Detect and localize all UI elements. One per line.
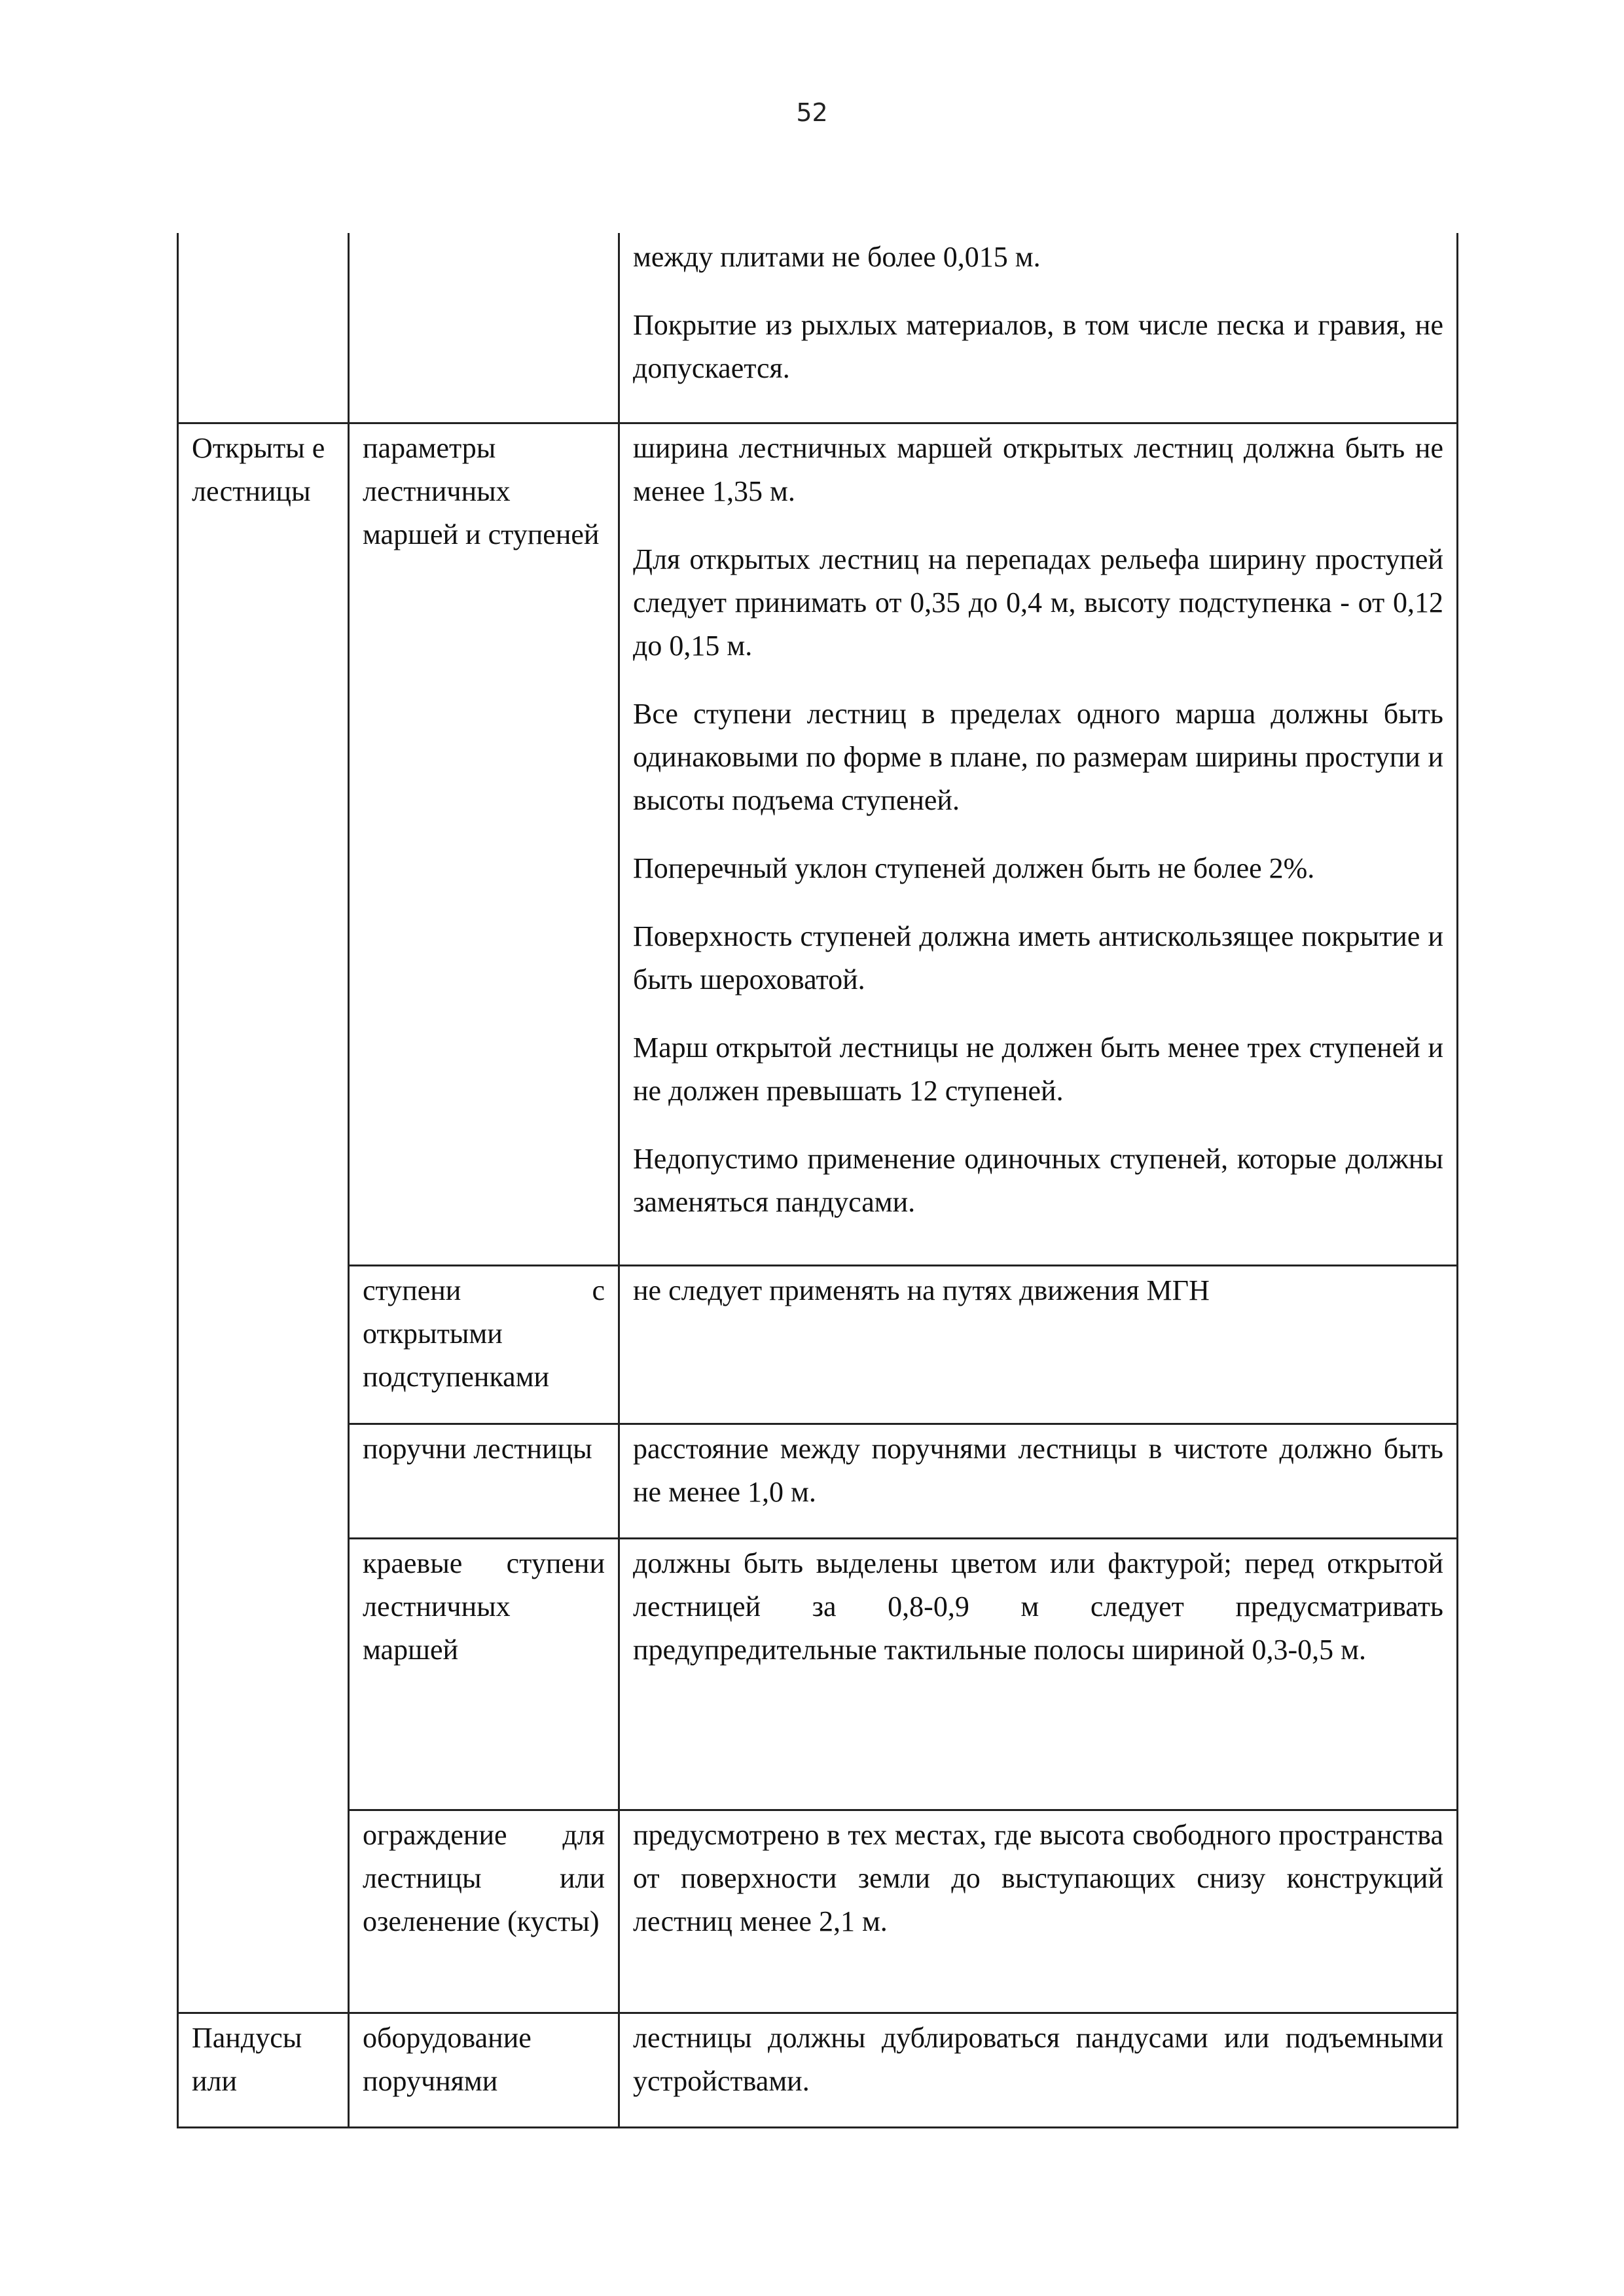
parameter-cell: оборудование поручнями: [349, 2013, 619, 2127]
parameter-cell: параметры лестничных маршей и ступеней: [349, 423, 619, 1265]
requirement-cell: [619, 423, 1458, 1265]
requirement-cell: [619, 1538, 1458, 1810]
requirement-text: Недопустимо применение одиночных ступеней, которые должны заменяться пандусами.: [633, 1142, 1443, 1218]
requirement-text: Поперечный уклон ступеней должен быть не более 2%.: [633, 852, 1315, 884]
requirement-text: Все ступени лестниц в пределах одного марша должны быть одинаковыми по форме в плане, по размерам ширины проступи и высоты подъема ступеней.: [633, 697, 1443, 816]
requirement-text: между плитами не более 0,015 м.: [633, 241, 1041, 273]
category-cell: [178, 1265, 349, 1424]
table-row: [178, 1265, 1458, 1424]
requirement-cell: [619, 1810, 1458, 2013]
table-row: [178, 1538, 1458, 1810]
requirement-text: Покрытие из рыхлых материалов, в том числе песка и гравия, не допускается.: [633, 309, 1443, 384]
requirement-cell: [619, 233, 1458, 423]
parameter-cell: ступени с открытыми подступенками: [349, 1265, 619, 1424]
parameter-cell: краевые ступени лестничных маршей: [349, 1538, 619, 1810]
category-cell: Пандусы или: [178, 2013, 349, 2127]
category-cell: [178, 233, 349, 423]
requirement-text: должны быть выделены цветом или фактурой; перед открытой лестницей за 0,8-0,9 м следует предусматривать предупредительные тактильные полосы шириной 0,3-0,5 м.: [633, 1547, 1443, 1666]
requirement-cell: [619, 1265, 1458, 1424]
requirement-text: ширина лестничных маршей открытых лестниц должна быть не менее 1,35 м.: [633, 431, 1443, 507]
requirement-cell: [619, 2013, 1458, 2127]
requirement-text: не следует применять на путях движения МГН: [633, 1274, 1210, 1306]
requirement-text: расстояние между поручнями лестницы в чистоте должно быть не менее 1,0 м.: [633, 1432, 1443, 1508]
requirement-text: предусмотрено в тех местах, где высота свободного пространства от поверхности земли до выступающих снизу конструкций лестниц менее 2,1 м.: [633, 1818, 1443, 1937]
category-cell: [178, 1538, 349, 1810]
requirement-cell: [619, 1424, 1458, 1538]
requirements-table: [177, 233, 1458, 2128]
category-cell: Открыты е лестницы: [178, 423, 349, 1265]
requirement-text: лестницы должны дублироваться пандусами или подъемными устройствами.: [633, 2021, 1443, 2097]
parameter-cell: ограждение для лестницы или озеленение (кусты): [349, 1810, 619, 2013]
requirement-text: Марш открытой лестницы не должен быть менее трех ступеней и не должен превышать 12 ступеней.: [633, 1031, 1443, 1107]
category-cell: [178, 1424, 349, 1538]
parameter-cell: поручни лестницы: [349, 1424, 619, 1538]
table-row: [178, 423, 1458, 1265]
requirement-text: Для открытых лестниц на перепадах рельефа ширину проступей следует принимать от 0,35 до 0,4 м, высоту подступенка - от 0,12 до 0,15 м.: [633, 543, 1443, 662]
table-row: [178, 1810, 1458, 2013]
requirement-text: Поверхность ступеней должна иметь антискользящее покрытие и быть шероховатой.: [633, 920, 1443, 996]
page-number: 52: [796, 98, 828, 127]
table-row: [178, 1424, 1458, 1538]
table-row: [178, 2013, 1458, 2127]
parameter-cell: [349, 233, 619, 423]
table-row: [178, 233, 1458, 423]
category-cell: [178, 1810, 349, 2013]
